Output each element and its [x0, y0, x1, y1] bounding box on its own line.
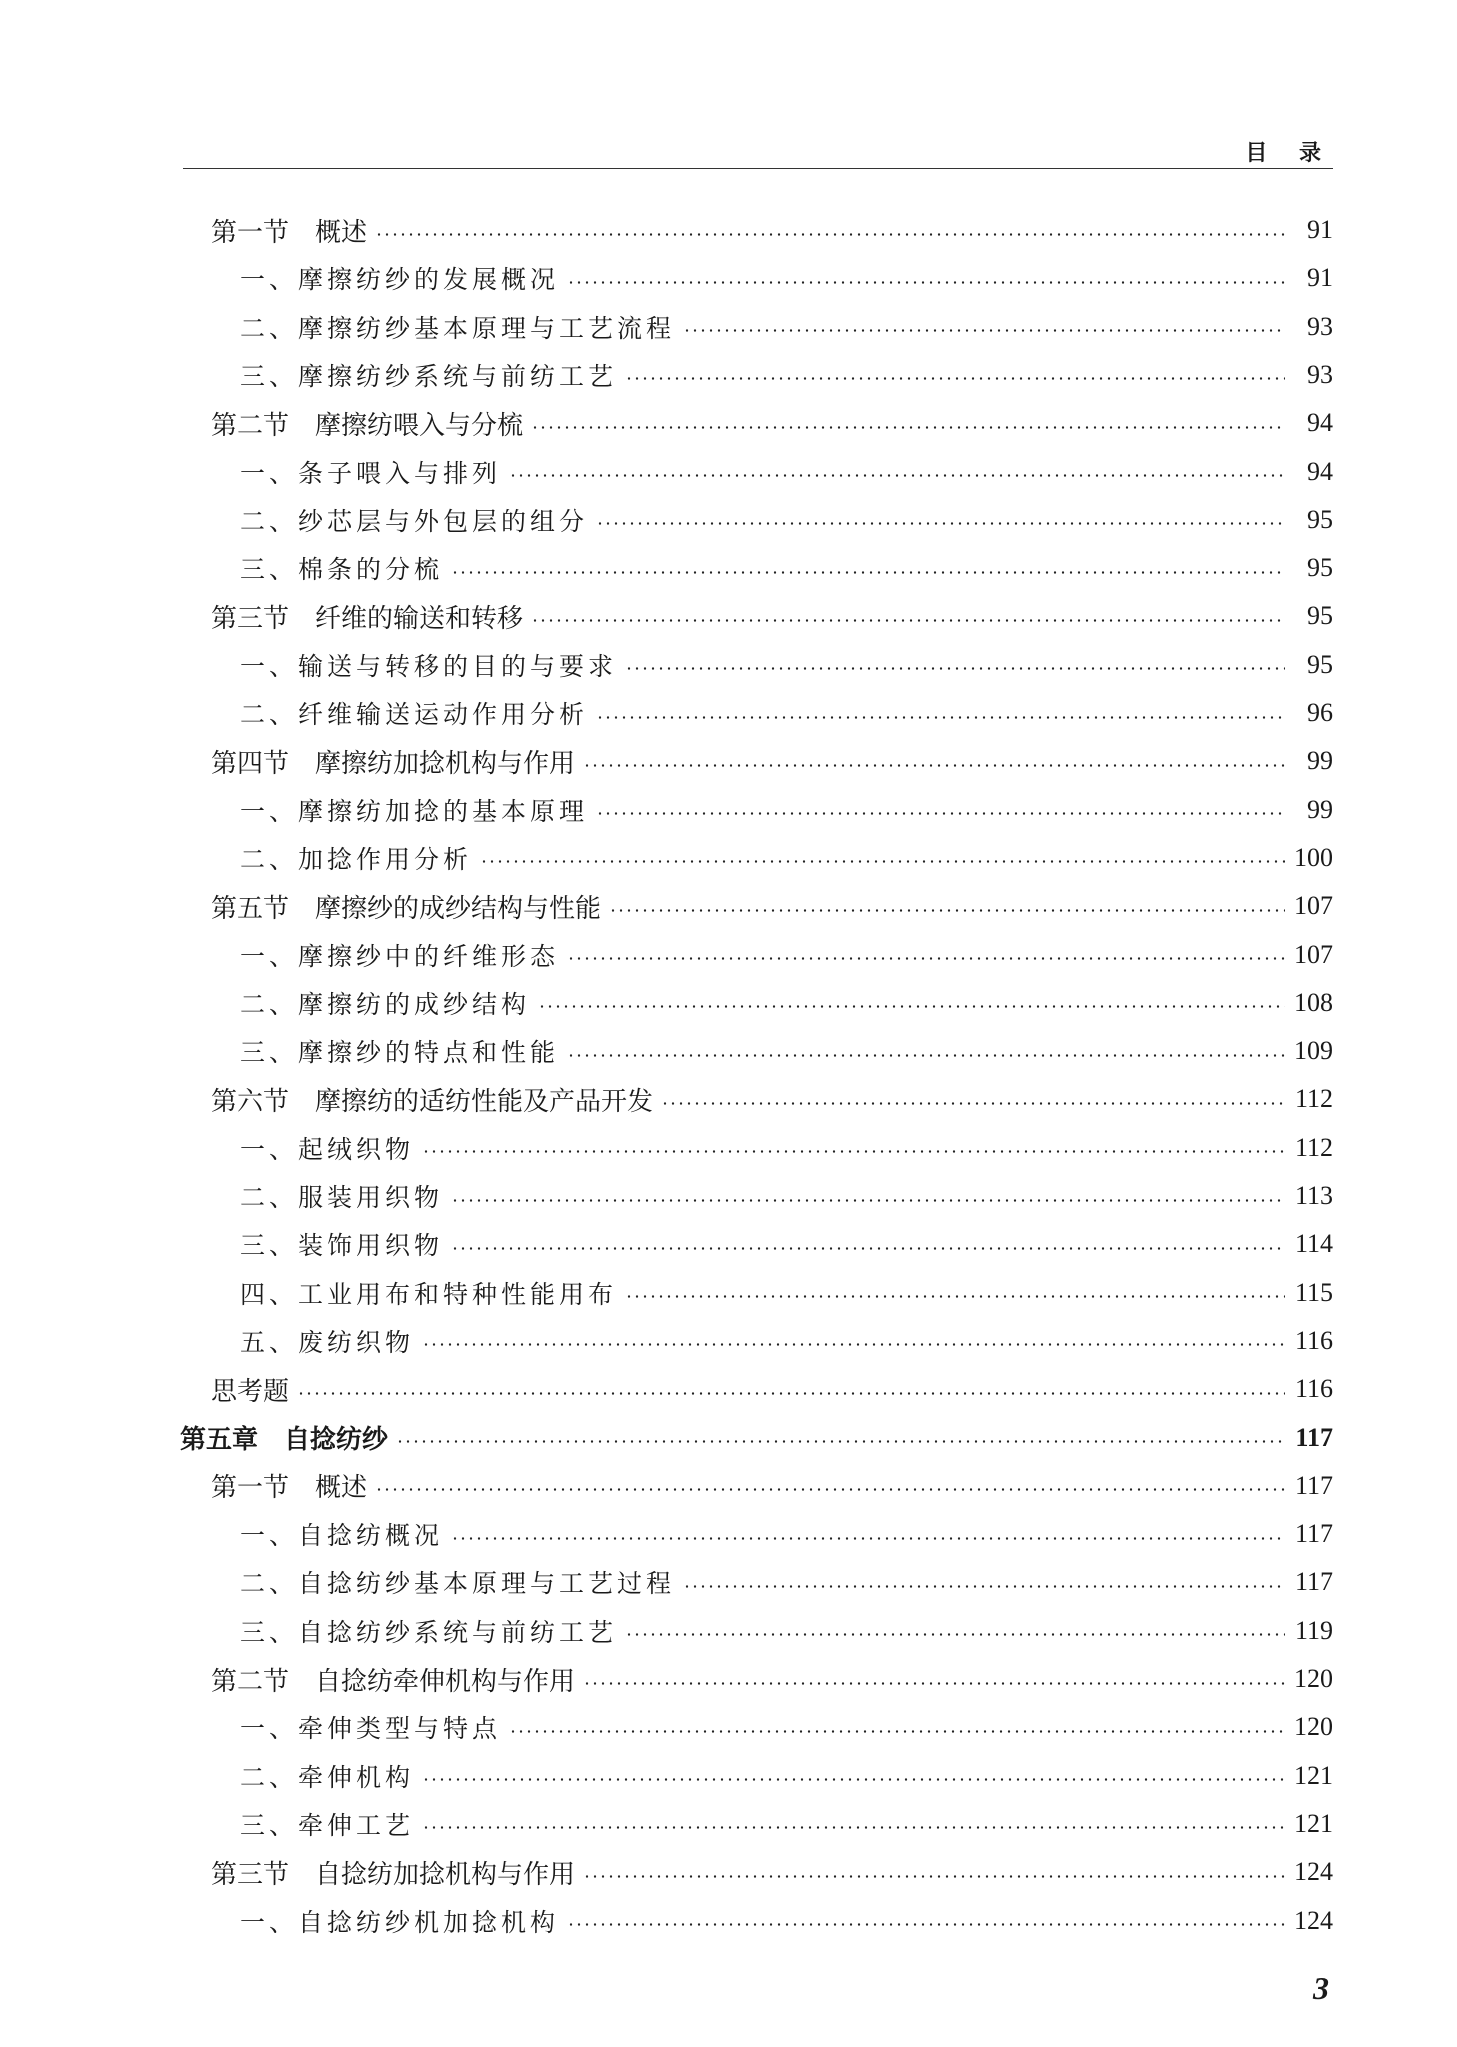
toc-entry-page: 94 — [1307, 408, 1333, 438]
toc-leader-dots — [661, 1102, 1285, 1105]
toc-entry-title: 一、摩擦纱中的纤维形态 — [240, 941, 560, 971]
toc-entry-item — [240, 1317, 1333, 1365]
toc-entry-title: 五、废纺织物 — [240, 1327, 415, 1357]
toc-entry-section — [211, 1365, 1333, 1413]
toc-entry-section — [211, 592, 1333, 640]
toc-entry-title: 二、纱芯层与外包层的组分 — [240, 506, 589, 536]
toc-leader-dots — [451, 1199, 1285, 1202]
toc-leader-dots — [596, 812, 1285, 815]
toc-entry-page: 117 — [1295, 1422, 1333, 1452]
toc-entry-page: 120 — [1294, 1712, 1333, 1742]
toc-entry-item — [240, 1752, 1333, 1800]
toc-entry-page: 95 — [1307, 649, 1333, 679]
toc-entry-item — [240, 1558, 1333, 1606]
toc-entry-page: 116 — [1294, 1325, 1333, 1355]
toc-leader-dots — [596, 716, 1285, 719]
toc-entry-page: 93 — [1307, 311, 1333, 341]
toc-leader-dots — [596, 522, 1285, 525]
toc-entry-page: 99 — [1307, 794, 1333, 824]
toc-leader-dots — [538, 1005, 1285, 1008]
toc-entry-item — [240, 1800, 1333, 1848]
toc-entry-page: 91 — [1307, 215, 1333, 244]
toc-entry-item — [240, 1607, 1333, 1655]
header-rule — [183, 168, 1333, 169]
toc-entry-title: 第二节 摩擦纺喂入与分梳 — [211, 410, 524, 441]
toc-entry-title: 二、摩擦纺纱基本原理与工艺流程 — [240, 313, 676, 343]
toc-entry-title: 二、加捻作用分析 — [240, 844, 473, 874]
toc-leader-dots — [422, 1826, 1285, 1829]
toc-entry-page: 117 — [1294, 1470, 1333, 1500]
toc-entry-section — [211, 399, 1333, 447]
toc-entry-title: 一、摩擦纺加捻的基本原理 — [240, 796, 589, 826]
page-number: 3 — [1313, 1970, 1329, 2006]
toc-leader-dots — [683, 329, 1285, 332]
toc-leader-dots — [625, 377, 1285, 380]
toc-entry-page: 113 — [1294, 1181, 1333, 1210]
toc-leader-dots — [480, 860, 1285, 863]
toc-entry-page: 95 — [1307, 601, 1333, 631]
toc-leader-dots — [531, 619, 1285, 622]
toc-entry-item — [240, 1027, 1333, 1075]
toc-entry-item — [240, 1269, 1333, 1317]
toc-entry-page: 96 — [1307, 698, 1333, 727]
toc-leader-dots — [683, 1585, 1285, 1588]
toc-entry-section — [211, 1655, 1333, 1703]
toc-entry-item — [240, 1510, 1333, 1558]
toc-entry-item — [240, 1220, 1333, 1268]
toc-entry-section — [211, 882, 1333, 930]
toc-leader-dots — [509, 1730, 1285, 1733]
toc-entry-title: 一、条子喂入与排列 — [240, 458, 502, 488]
toc-entry-page: 108 — [1294, 987, 1333, 1017]
toc-leader-dots — [451, 1247, 1285, 1250]
toc-entry-page: 112 — [1294, 1132, 1333, 1162]
toc-entry-title: 三、装饰用织物 — [240, 1231, 444, 1261]
toc-entry-title: 第四节 摩擦纺加捻机构与作用 — [211, 748, 576, 779]
toc-entry-page: 124 — [1294, 1857, 1333, 1887]
toc-entry-page: 112 — [1294, 1084, 1333, 1114]
toc-entry-page: 124 — [1294, 1905, 1333, 1935]
toc-entry-title: 一、输送与转移的目的与要求 — [240, 651, 618, 681]
toc-leader-dots — [422, 1343, 1285, 1346]
toc-entry-section — [211, 206, 1333, 254]
toc-entry-page: 93 — [1307, 359, 1333, 389]
toc-entry-page: 99 — [1307, 746, 1333, 776]
toc-entry-title: 二、服装用织物 — [240, 1183, 444, 1212]
toc-leader-dots — [625, 1633, 1285, 1636]
toc-entry-page: 107 — [1294, 891, 1333, 921]
toc-leader-dots — [583, 1875, 1285, 1878]
toc-entry-item — [240, 834, 1333, 882]
toc-entry-title: 思考题 — [211, 1376, 290, 1407]
toc-entry-title: 二、纤维输送运动作用分析 — [240, 700, 589, 729]
toc-entry-page: 114 — [1294, 1229, 1333, 1259]
toc-entry-page: 119 — [1294, 1615, 1333, 1645]
toc-entry-title: 第五节 摩擦纱的成纱结构与性能 — [211, 893, 602, 924]
toc-entry-item — [240, 931, 1333, 979]
toc-entry-title: 第三节 纤维的输送和转移 — [211, 603, 524, 634]
toc-entry-item — [240, 1897, 1333, 1945]
toc-leader-dots — [422, 1150, 1285, 1153]
toc-entry-title: 三、牵伸工艺 — [240, 1810, 415, 1840]
toc-entry-page: 91 — [1307, 263, 1333, 293]
toc-entry-page: 115 — [1294, 1277, 1333, 1307]
toc-entry-title: 一、摩擦纺纱的发展概况 — [240, 265, 560, 295]
toc-entry-title: 第三节 自捻纺加捻机构与作用 — [211, 1859, 576, 1890]
toc-entry-item — [240, 689, 1333, 737]
toc-entry-item — [240, 496, 1333, 544]
toc-entry-page: 121 — [1294, 1808, 1333, 1838]
toc-entry-title: 三、棉条的分梳 — [240, 555, 444, 585]
toc-leader-dots — [567, 957, 1285, 960]
toc-leader-dots — [567, 1923, 1285, 1926]
toc-entry-item — [240, 1172, 1333, 1220]
toc-entry-item — [240, 786, 1333, 834]
toc-leader-dots — [625, 1295, 1285, 1298]
toc-entry-title: 三、摩擦纺纱系统与前纺工艺 — [240, 361, 618, 391]
toc-entry-page: 120 — [1294, 1664, 1333, 1693]
toc-entry-title: 一、自捻纺概况 — [240, 1521, 444, 1551]
toc-entry-page: 121 — [1294, 1760, 1333, 1790]
toc-leader-dots — [567, 281, 1285, 284]
toc-entry-section — [211, 1075, 1333, 1123]
toc-entry-title: 四、工业用布和特种性能用布 — [240, 1279, 618, 1309]
toc-entry-item — [240, 544, 1333, 592]
toc-leader-dots — [509, 474, 1285, 477]
toc-entry-page: 95 — [1307, 504, 1333, 534]
toc-entry-title: 第一节 概述 — [211, 217, 368, 248]
toc-entry-title: 第二节 自捻纺牵伸机构与作用 — [211, 1666, 576, 1697]
header-title: 目 录 — [1245, 141, 1333, 166]
toc-entry-item — [240, 1124, 1333, 1172]
toc-entry-title: 第一节 概述 — [211, 1473, 368, 1504]
toc-leader-dots — [297, 1392, 1285, 1395]
toc-entry-item — [240, 254, 1333, 302]
toc-entry-title: 一、牵伸类型与特点 — [240, 1714, 502, 1744]
toc-leader-dots — [375, 233, 1285, 236]
toc-entry-title: 二、自捻纺纱基本原理与工艺过程 — [240, 1569, 676, 1599]
toc-entry-page: 109 — [1294, 1036, 1333, 1066]
toc-entry-title: 一、起绒织物 — [240, 1134, 415, 1164]
toc-leader-dots — [451, 1537, 1285, 1540]
toc-entry-page: 95 — [1307, 553, 1333, 583]
toc-entry-chapter — [180, 1414, 1333, 1462]
toc-entry-title: 一、自捻纺纱机加捻机构 — [240, 1907, 560, 1937]
toc-entry-page: 100 — [1294, 842, 1333, 872]
toc-entry-item — [240, 979, 1333, 1027]
toc-entry-item — [240, 641, 1333, 689]
toc-leader-dots — [375, 1488, 1285, 1491]
toc-leader-dots — [625, 667, 1285, 670]
toc-entry-page: 116 — [1294, 1374, 1333, 1404]
toc-leader-dots — [567, 1054, 1285, 1057]
toc-entry-title: 第五章 自捻纺纱 — [180, 1425, 389, 1455]
toc-leader-dots — [609, 909, 1285, 912]
toc-leader-dots — [531, 426, 1285, 429]
toc-entry-item — [240, 351, 1333, 399]
toc-leader-dots — [451, 571, 1285, 574]
toc-entry-page: 117 — [1294, 1519, 1333, 1549]
toc-entry-item — [240, 303, 1333, 351]
toc-entry-item — [240, 1703, 1333, 1751]
toc-entry-title: 三、自捻纺纱系统与前纺工艺 — [240, 1617, 618, 1647]
toc-entry-section — [211, 1462, 1333, 1510]
toc-entry-title: 二、摩擦纺的成纱结构 — [240, 989, 531, 1019]
toc-entry-page: 117 — [1294, 1567, 1333, 1597]
toc-entry-page: 94 — [1307, 456, 1333, 486]
toc-leader-dots — [396, 1440, 1285, 1443]
toc-entry-section — [211, 1848, 1333, 1896]
toc-entry-title: 第六节 摩擦纺的适纺性能及产品开发 — [211, 1086, 654, 1117]
toc-entry-title: 三、摩擦纱的特点和性能 — [240, 1038, 560, 1068]
toc-entry-page: 107 — [1294, 939, 1333, 969]
toc-entry-item — [240, 448, 1333, 496]
toc-leader-dots — [583, 764, 1285, 767]
toc-entry-title: 二、牵伸机构 — [240, 1762, 415, 1792]
toc-entry-section — [211, 737, 1333, 785]
toc-leader-dots — [422, 1778, 1285, 1781]
toc-leader-dots — [583, 1682, 1285, 1685]
